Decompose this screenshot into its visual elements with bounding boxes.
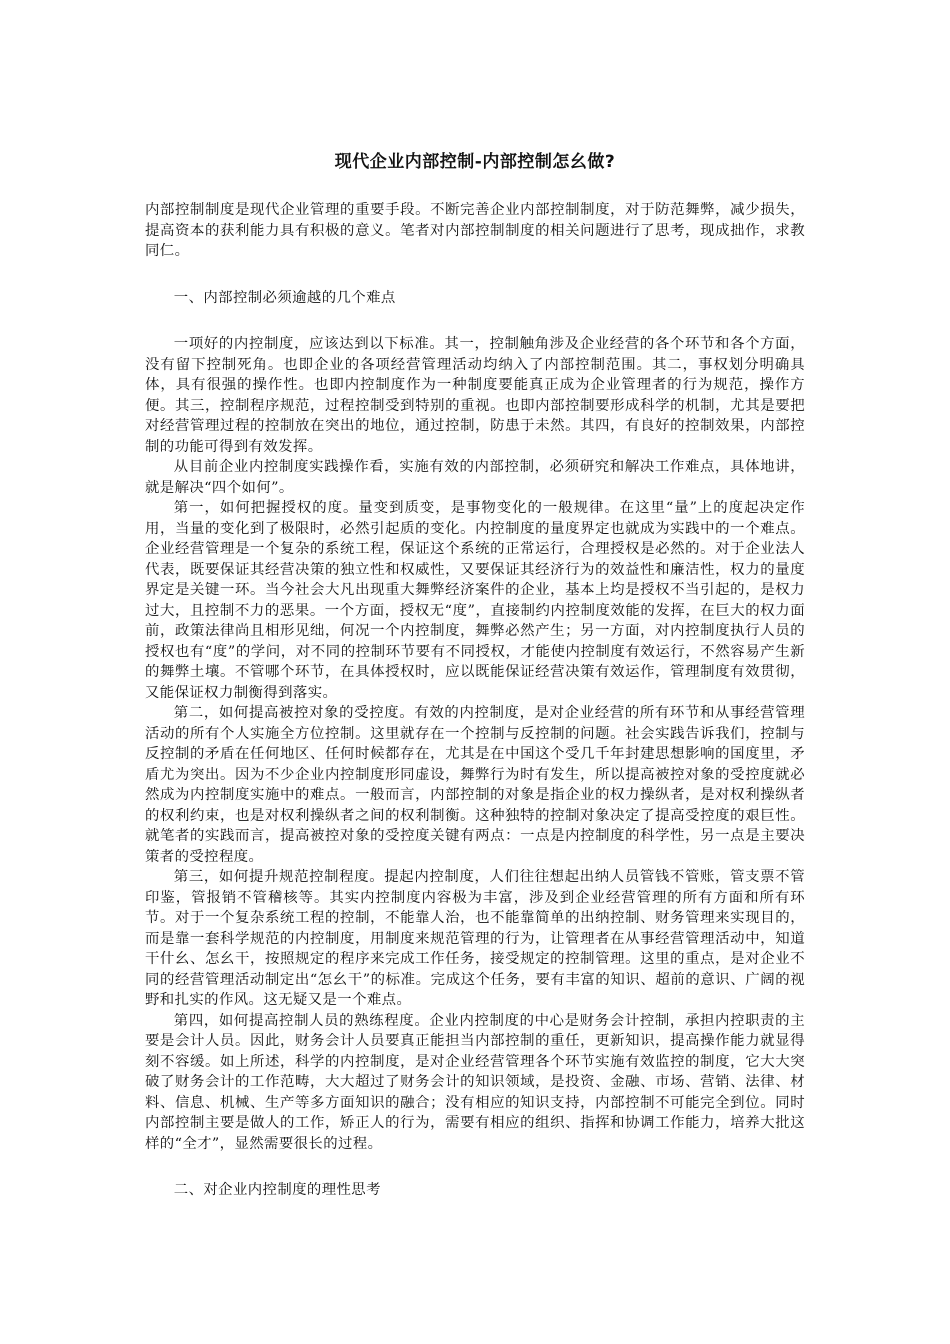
section-1-paragraph: 第二，如何提高被控对象的受控度。有效的内控制度，是对企业经营的所有环节和从事经营管理活动的所有个人实施全方位控制。这里就存在一个控制与反控制的问题。社会实践告诉我们，控制与反控制的矛盾在任何地区、任何时候都存在，尤其是在中国这个受几千年封建思想影响的国度里，矛盾尤为突出。因为不少企业内控制度形同虚设，舞弊行为时有发生，所以提高被控对象的受控度就必然成为内控制度实施中的难点。一般而言，内部控制的对象是指企业的权力操纵者，是对权利操纵者的权利约束，也是对权利操纵者之间的权利制衡。这种独特的控制对象决定了提高受控度的艰巨性。就笔者的实践而言，提高被控对象的受控度关键有两点：一点是内控制度的科学性，另一点是主要决策者的受控程度。	[145, 705, 805, 865]
document-title: 现代企业内部控制-内部控制怎幺做?	[334, 152, 616, 172]
section-1-paragraph: 第四，如何提高控制人员的熟练程度。企业内控制度的中心是财务会计控制，承担内控职责的主要是会计人员。因此，财务会计人员要真正能担当内部控制的重任，更新知识，提高操作能力就显得刻不容缓。如上所述，科学的内控制度，是对企业经营管理各个环节实施有效监控的制度，它大大突破了财务会计的工作范畴，大大超过了财务会计的知识领域，是投资、金融、市场、营销、法律、材料、信息、机械、生产等多方面知识的融合；没有相应的知识支持，内部控制不可能完全到位。同时内部控制主要是做人的工作，矫正人的行为，需要有相应的组织、指挥和协调工作能力，培养大批这样的“全才”，显然需要很长的过程。	[145, 1012, 805, 1152]
section-1-paragraph: 第三，如何提升规范控制程度。提起内控制度，人们往往想起出纳人员管钱不管账，管支票不管印鉴，管报销不管稽核等。其实内控制度内容极为丰富，涉及到企业经营管理的所有方面和所有环节。对于一个复杂系统工程的控制，不能靠人治，也不能靠简单的出纳控制、财务管理来实现目的，而是靠一套科学规范的内控制度，用制度来规范管理的行为，让管理者在从事经营管理活动中，知道干什幺、怎幺干，按照规定的程序来完成工作任务，接受规定的控制管理。这里的重点，是对企业不同的经营管理活动制定出“怎幺干”的标准。完成这个任务，要有丰富的知识、超前的意识、广阔的视野和扎实的作风。这无疑又是一个难点。	[145, 869, 805, 1008]
section-1-paragraph: 一项好的内控制度，应该达到以下标准。其一，控制触角涉及企业经营的各个环节和各个方面，没有留下控制死角。也即企业的各项经营管理活动均纳入了内部控制范围。其二，事权划分明确具体，具有很强的操作性。也即内控制度作为一种制度要能真正成为企业管理者的行为规范，操作方便。其三，控制程序规范，过程控制受到特别的重视。也即内部控制要形成科学的机制，尤其是要把对经营管理过程的控制放在突出的地位，通过控制，防患于未然。其四，有良好的控制效果，内部控制的功能可得到有效发挥。	[145, 336, 805, 455]
spacer	[145, 1154, 805, 1180]
section-1-heading: 一、内部控制必须逾越的几个难点	[173, 289, 396, 306]
spacer	[145, 308, 805, 334]
intro-paragraph: 内部控制制度是现代企业管理的重要手段。不断完善企业内部控制制度，对于防范舞弊，减少损失，提高资本的获利能力具有积极的意义。笔者对内部控制制度的相关问题进行了思考，现成拙作，求教同仁。	[145, 202, 805, 259]
section-1-paragraph: 从目前企业内控制度实践操作看，实施有效的内部控制，必须研究和解决工作难点，具体地讲，就是解决“四个如何”。	[145, 459, 805, 496]
spacer	[145, 262, 805, 288]
section-2-heading: 二、对企业内控制度的理性思考	[173, 1182, 381, 1198]
document-page	[145, 150, 805, 1201]
section-1-paragraph: 第一，如何把握授权的度。量变到质变，是事物变化的一般规律。在这里“量”上的度起决定作用，当量的变化到了极限时，必然引起质的变化。内控制度的量度界定也就成为实践中的一个难点。企业经营管理是一个复杂的系统工程，保证这个系统的正常运行，合理授权是必然的。对于企业法人代表，既要保证其经营决策的独立性和权威性，又要保证其经济行为的效益性和廉洁性，权力的量度界定是关键一环。当今社会大凡出现重大舞弊经济案件的企业，基本上均是授权不当引起的，是权力过大，且控制不力的恶果。一个方面，授权无“度”，直接制约内控制度效能的发挥，在巨大的权力面前，政策法律尚且相形见绌，何况一个内控制度，舞弊必然产生；另一方面，对内控制度执行人员的授权也有“度”的学问，对不同的控制环节要有不同授权，才能使内控制度有效运行，不然容易产生新的舞弊土壤。不管哪个环节，在具体授权时，应以既能保证经营决策有效运作，管理制度有效贯彻，又能保证权力制衡得到落实。	[145, 500, 805, 701]
